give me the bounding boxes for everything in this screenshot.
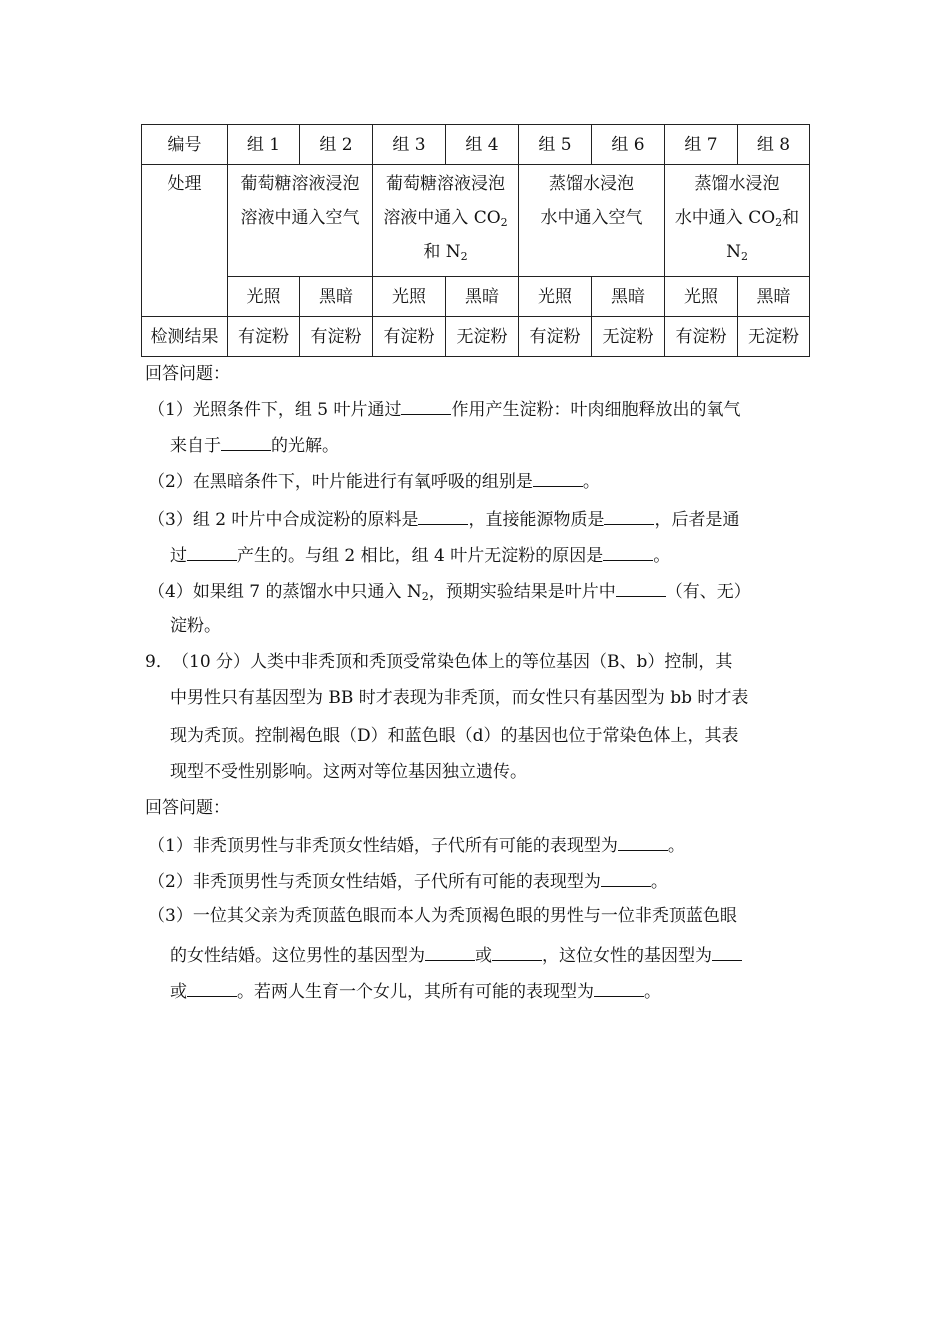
table-header-row (142, 125, 810, 165)
group-header: 组 1 (228, 125, 300, 165)
question-number: 9． (145, 652, 173, 672)
q9-line4: 现型不受性别影响。这两对等位基因独立遗传。 (170, 762, 527, 782)
treatment-text: 葡萄糖溶液浸泡 (240, 174, 360, 194)
treatment-cell-2 (373, 165, 519, 277)
answer-blank[interactable] (187, 978, 237, 997)
result-cell: 无淀粉 (592, 317, 665, 357)
q9-part2: （2）非秃顶男性与秃顶女性结婚，子代所有可能的表现型为 。 (148, 868, 668, 894)
treatment-text: 蒸馏水浸泡 (549, 174, 634, 194)
q9-part3-line1: （3）一位其父亲为秃顶蓝色眼而本人为秃顶褐色眼的男性与一位非秃顶蓝色眼 (148, 906, 737, 926)
group-header: 组 2 (300, 125, 373, 165)
condition-cell: 黑暗 (446, 277, 519, 317)
treatment-text: 溶液中通入空气 (240, 208, 360, 228)
result-cell: 有淀粉 (665, 317, 738, 357)
answer-blank[interactable] (533, 468, 583, 487)
answer-blank[interactable] (401, 396, 451, 415)
q8-part1-line2: 来自于 的光解。 (170, 432, 339, 458)
q9-line2: 中男性只有基因型为 BB 时才表现为非秃顶，而女性只有基因型为 bb 时才表 (170, 688, 749, 708)
group-header: 组 4 (446, 125, 519, 165)
result-cell: 有淀粉 (519, 317, 592, 357)
condition-cell: 黑暗 (738, 277, 810, 317)
result-label: 检测结果 (142, 317, 228, 357)
q9-answer-intro: 回答问题： (145, 798, 230, 818)
answer-blank[interactable] (221, 432, 271, 451)
answer-blank[interactable] (492, 942, 542, 961)
q8-answer-intro: 回答问题： (145, 364, 230, 384)
q8-part3-line2: 过 产生的。与组 2 相比，组 4 叶片无淀粉的原因是 。 (170, 542, 670, 568)
q8-part2: （2）在黑暗条件下，叶片能进行有氧呼吸的组别是 。 (148, 468, 600, 494)
treatment-row (142, 165, 810, 277)
q9-part3-line3: 或 。若两人生育一个女儿，其所有可能的表现型为 。 (170, 978, 661, 1004)
answer-blank[interactable] (418, 506, 468, 525)
result-cell: 有淀粉 (373, 317, 446, 357)
q9-line3: 现为秃顶。控制褐色眼（D）和蓝色眼（d）的基因也位于常染色体上，其表 (170, 726, 739, 746)
condition-cell: 光照 (665, 277, 738, 317)
treatment-text: $N_2$ (726, 242, 748, 263)
answer-blank[interactable] (616, 578, 666, 597)
result-cell: 无淀粉 (446, 317, 519, 357)
answer-blank[interactable] (618, 832, 668, 851)
condition-cell: 光照 (373, 277, 446, 317)
treatment-text: 蒸馏水浸泡 (694, 174, 780, 194)
group-header: 组 6 (592, 125, 665, 165)
result-row (142, 317, 810, 357)
group-header: 组 8 (738, 125, 810, 165)
condition-cell: 光照 (228, 277, 300, 317)
result-cell: 无淀粉 (738, 317, 810, 357)
treatment-cell-3 (519, 165, 665, 277)
answer-blank[interactable] (187, 542, 237, 561)
condition-cell: 黑暗 (592, 277, 665, 317)
result-cell: 有淀粉 (300, 317, 373, 357)
answer-blank[interactable] (594, 978, 644, 997)
answer-blank[interactable] (425, 942, 475, 961)
answer-blank[interactable] (712, 942, 742, 961)
condition-row (142, 277, 810, 317)
q9-part1: （1）非秃顶男性与非秃顶女性结婚，子代所有可能的表现型为 。 (148, 832, 685, 858)
result-cell: 有淀粉 (228, 317, 300, 357)
q8-part1-line1: （1）光照条件下，组 5 叶片通过 作用产生淀粉：叶肉细胞释放出的氧气 (148, 396, 740, 422)
experiment-table (141, 124, 810, 357)
condition-cell: 光照 (519, 277, 592, 317)
answer-blank[interactable] (601, 868, 651, 887)
condition-cell: 黑暗 (300, 277, 373, 317)
answer-blank[interactable] (603, 542, 653, 561)
q8-part4-line2: 淀粉。 (170, 616, 221, 636)
q8-part3-line1: （3）组 2 叶片中合成淀粉的原料是 ，直接能源物质是 ，后者是通 (148, 506, 739, 532)
group-header: 组 7 (665, 125, 738, 165)
treatment-cell-1 (228, 165, 373, 277)
q9-part3-line2: 的女性结婚。这位男性的基因型为 或 ，这位女性的基因型为 (170, 942, 742, 968)
header-label: 编号 (142, 125, 228, 165)
group-header: 组 3 (373, 125, 446, 165)
q9-line1: 9．（10 分）人类中非秃顶和秃顶受常染色体上的等位基因（B、b）控制，其 (145, 652, 733, 672)
group-header: 组 5 (519, 125, 592, 165)
treatment-text: 水中通入 $CO_2$和 (674, 208, 800, 229)
treatment-text: 溶液中通入 $CO_2$ (383, 208, 508, 229)
treatment-text: 和 $N_2$ (423, 242, 468, 263)
treatment-text: 水中通入空气 (540, 208, 643, 228)
q8-part4-line1: （4）如果组 7 的蒸馏水中只通入 $N_2$，预期实验结果是叶片中 （有、无） (148, 578, 751, 604)
treatment-cell-4 (665, 165, 810, 277)
treatment-label: 处理 (142, 165, 228, 317)
treatment-text: 葡萄糖溶液浸泡 (386, 174, 505, 194)
answer-blank[interactable] (604, 506, 654, 525)
